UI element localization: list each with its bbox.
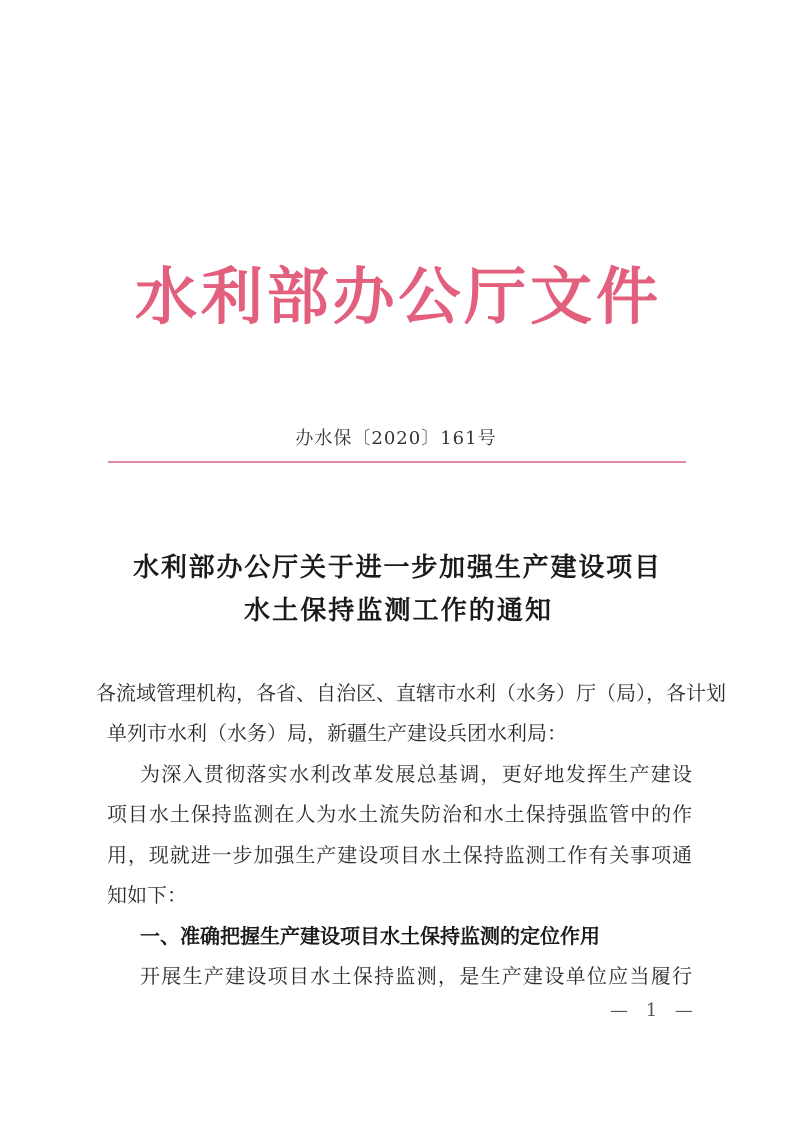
body-line: 知如下： [107, 883, 187, 907]
notice-title-line-2: 水土保持监测工作的通知 [244, 596, 551, 626]
body-line: 开展生产建设项目水土保持监测，是生产建设单位应当履行 [140, 964, 692, 988]
body-line: 用，现就进一步加强生产建设项目水土保持监测工作有关事项通 [107, 843, 692, 867]
notice-title-line-1: 水利部办公厅关于进一步加强生产建设项目 [133, 553, 660, 583]
page-number: — 1 — [610, 1000, 699, 1021]
red-divider [108, 461, 686, 463]
body-line: 为深入贯彻落实水利改革发展总基调，更好地发挥生产建设 [140, 762, 692, 786]
body-line: 单列市水利（水务）局，新疆生产建设兵团水利局： [107, 721, 567, 745]
section-heading: 一、准确把握生产建设项目水土保持监测的定位作用 [140, 924, 600, 948]
body-line: 项目水土保持监测在人为水土流失防治和水土保持强监管中的作 [107, 802, 692, 826]
document-number: 办水保〔2020〕161号 [295, 428, 497, 449]
body-line: 各流域管理机构，各省、自治区、直辖市水利（水务）厅（局），各计划 [96, 681, 726, 705]
document-header-title: 水利部办公厅文件 [135, 260, 660, 333]
